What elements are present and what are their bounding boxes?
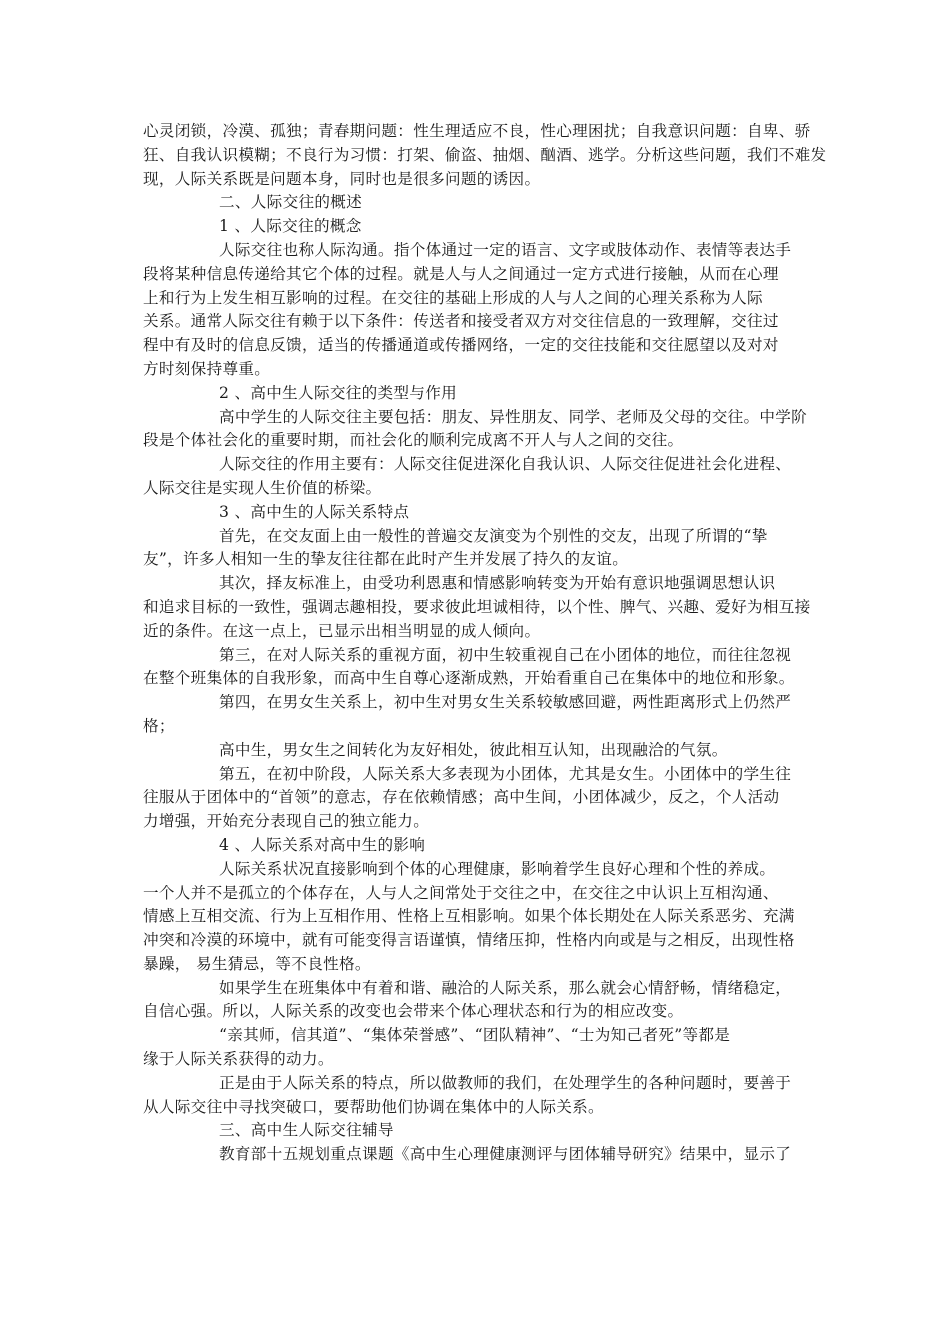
text-line: 近的条件。在这一点上，已显示出相当明显的成人倾向。 <box>143 621 541 640</box>
text-line: 关系。通常人际交往有赖于以下条件：传送者和接受者双方对交往信息的一致理解，交往过 <box>143 312 779 331</box>
text-line: 和追求目标的一致性，强调志趣相投，要求彼此坦诚相待，以个性、脾气、兴趣、爱好为相互接 <box>143 597 811 616</box>
text-line: 心灵闭锁，冷漠、孤独；青春期问题：性生理适应不良，性心理困扰；自我意识问题：自卑、骄 <box>143 122 811 140</box>
text-line: 上和行为上发生相互影响的过程。在交往的基础上形成的人与人之间的心理关系称为人际 <box>143 288 763 307</box>
text-line: 现，人际关系既是问题本身，同时也是很多问题的诱因。 <box>143 169 541 188</box>
text-line: 第五，在初中阶段，人际关系大多表现为小团体，尤其是女生。小团体中的学生往 <box>219 764 792 783</box>
text-line: 缘于人际关系获得的动力。 <box>143 1050 334 1069</box>
text-line: 暴躁， 易生猜忌，等不良性格。 <box>143 954 371 973</box>
text-line: 力增强，开始充分表现自己的独立能力。 <box>143 812 430 831</box>
text-line: 1 、人际交往的概念 <box>219 217 362 236</box>
text-line: 2 、高中生人际交往的类型与作用 <box>219 383 457 402</box>
document-body <box>143 120 827 1167</box>
text-line: 高中生，男女生之间转化为友好相处，彼此相互认知，出现融洽的气氛。 <box>219 740 728 759</box>
text-line: 三、高中生人际交往辅导 <box>219 1121 394 1140</box>
text-line: 友”，许多人相知一生的挚友往往都在此时产生并发展了持久的友谊。 <box>143 550 629 569</box>
text-line: 人际交往是实现人生价值的桥梁。 <box>143 478 382 497</box>
text-line: 二、人际交往的概述 <box>219 193 363 212</box>
text-line: 4 、人际关系对高中生的影响 <box>219 835 426 854</box>
text-line: 在整个班集体的自我形象，而高中生自尊心逐渐成熟，开始看重自己在集体中的地位和形象。 <box>143 669 795 688</box>
text-line: 教育部十五规划重点课题《高中生心理健康测评与团体辅导研究》结果中，显示了 <box>219 1145 792 1164</box>
text-line: 段将某种信息传递给其它个体的过程。就是人与人之间通过一定方式进行接触，从而在心理 <box>143 264 779 283</box>
text-line: 如果学生在班集体中有着和谐、融洽的人际关系，那么就会心情舒畅，情绪稳定， <box>219 978 792 997</box>
text-line: 程中有及时的信息反馈，适当的传播通道或传播网络，一定的交往技能和交往愿望以及对对 <box>143 336 779 355</box>
text-line: 第四，在男女生关系上，初中生对男女生关系较敏感回避，两性距离形式上仍然严 <box>219 693 792 712</box>
text-line: “亲其师，信其道”、“集体荣誉感”、“团队精神”、“士为知己者死”等都是 <box>219 1026 731 1045</box>
text-line: 人际交往的作用主要有：人际交往促进深化自我认识、人际交往促进社会化进程、 <box>219 455 792 474</box>
text-line: 正是由于人际关系的特点，所以做教师的我们，在处理学生的各种问题时，要善于 <box>219 1073 792 1092</box>
text-line: 首先，在交友面上由一般性的普遍交友演变为个别性的交友，出现了所谓的“挚 <box>219 526 768 545</box>
text-line: 一个人并不是孤立的个体存在，人与人之间常处于交往之中，在交往之中认识上互相沟通、 <box>143 883 779 902</box>
text-line: 自信心强。所以，人际关系的改变也会带来个体心理状态和行为的相应改变。 <box>143 1002 684 1021</box>
text-line: 狂、自我认识模糊；不良行为习惯：打架、偷盗、抽烟、酗酒、逃学。分析这些问题，我们不难发 <box>143 145 827 164</box>
text-line: 情感上互相交流、行为上互相作用、性格上互相影响。如果个体长期处在人际关系恶劣、充满 <box>143 907 795 926</box>
text-line: 往服从于团体中的“首领”的意志，存在依赖情感；高中生间，小团体减少，反之，个人活动 <box>143 788 780 807</box>
text-line: 人际交往也称人际沟通。指个体通过一定的语言、文字或肢体动作、表情等表达手 <box>219 240 792 259</box>
text-line: 人际关系状况直接影响到个体的心理健康，影响着学生良好心理和个性的养成。 <box>219 859 776 878</box>
text-line: 3 、高中生的人际关系特点 <box>219 502 410 521</box>
text-line: 从人际交往中寻找突破口，要帮助他们协调在集体中的人际关系。 <box>143 1097 604 1116</box>
text-line: 格； <box>143 716 175 735</box>
text-line: 冲突和冷漠的环境中，就有可能变得言语谨慎，情绪压抑，性格内向或是与之相反，出现性格 <box>143 931 795 950</box>
text-line: 第三，在对人际关系的重视方面，初中生较重视自己在小团体的地位，而往往忽视 <box>219 645 792 664</box>
text-line: 段是个体社会化的重要时期，而社会化的顺利完成离不开人与人之间的交往。 <box>143 431 684 450</box>
text-line: 高中学生的人际交往主要包括：朋友、异性朋友、同学、老师及父母的交往。中学阶 <box>219 407 808 426</box>
text-line: 其次，择友标准上，由受功利恩惠和情感影响转变为开始有意识地强调思想认识 <box>219 574 776 593</box>
text-line: 方时刻保持尊重。 <box>143 359 271 378</box>
